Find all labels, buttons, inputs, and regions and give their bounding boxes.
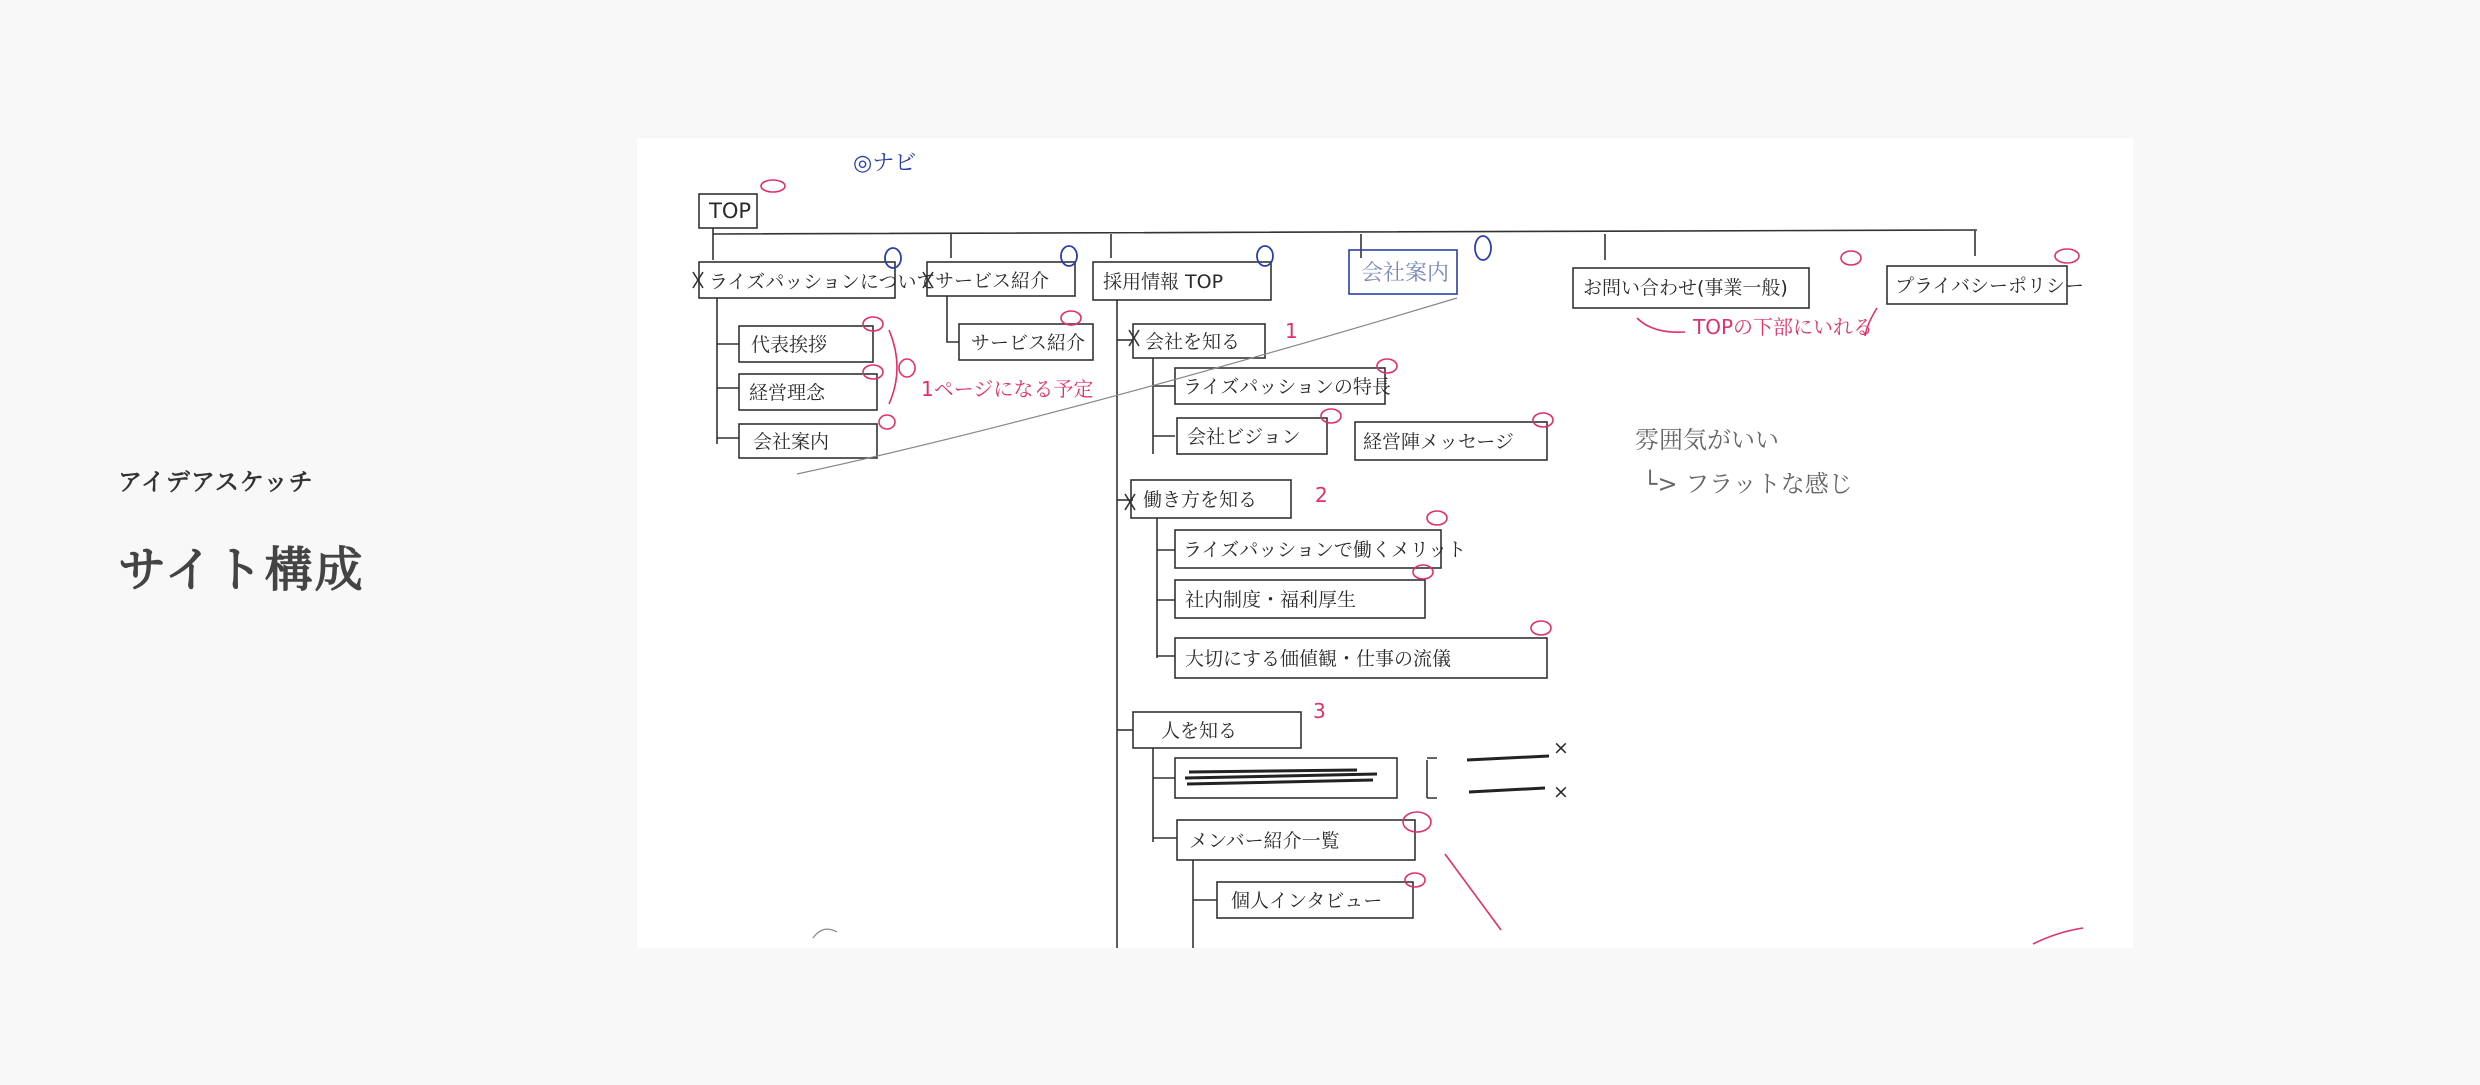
x-mark [693,272,703,288]
about-child-1-label: 代表挨拶 [751,334,828,356]
recruit-s3-child-2-label: 個人インタビュー [1231,890,1383,912]
check-mark [1841,251,1861,265]
top-label: TOP [709,199,752,223]
recruit-s1-child-2-label: 会社ビジョン [1187,426,1301,448]
recruit-section-2-label: 働き方を知る [1143,489,1258,511]
check-mark [1061,311,1081,325]
recruit-section-1-label: 会社を知る [1145,331,1241,353]
stray-mark [813,929,837,938]
check-mark [2055,249,2079,263]
service-label: サービス紹介 [935,270,1050,292]
sketch-image [637,138,2133,948]
recruit-s2-child-3-label: 大切にする価値観・仕事の流儀 [1185,648,1452,670]
check-mark [879,415,895,429]
eyebrow-label: アイデアスケッチ [118,468,314,496]
nav-label: ◎ナビ [853,151,917,176]
check-mark [1531,621,1551,635]
strikethrough-scribble [1467,756,1549,792]
section-1-tree [1153,358,1175,454]
style-note-2: └> フラットな感じ [1643,470,1853,498]
recruit-section-3-label: 人を知る [1161,720,1238,742]
company-info-label: 会社案内 [1361,261,1450,286]
privacy-label: プライバシーポリシー [1895,275,2085,297]
contact-label: お問い合わせ(事業一般) [1583,277,1788,299]
section-number-1: 1 [1285,319,1298,343]
check-mark [899,359,915,377]
x-mark [1125,494,1135,510]
connector [1427,758,1437,798]
footer-note: TOPの下部にいれる [1693,315,1874,339]
recruit-s2-child-1-label: ライズパッションで働くメリット [1183,539,1467,561]
nav-check-company-info [1475,236,1491,260]
about-label: ライズパッションについて [709,271,936,293]
x-mark: × [1553,737,1569,759]
about-child-3-label: 会社案内 [753,431,830,453]
service-tree [947,296,959,342]
recruit-s3-child-1-label: メンバー紹介一覧 [1189,830,1340,852]
check-mark [863,365,883,379]
about-child-2-label: 経営理念 [749,382,826,404]
nav-check-service [1061,246,1077,266]
section-3-tree [1153,748,1177,842]
check-mark [1533,413,1553,427]
check-mark [1377,359,1397,373]
check-mark [1413,565,1433,579]
check-mark [761,180,785,192]
bracket [889,330,897,404]
section-number-3: 3 [1313,699,1326,723]
one-page-note: 1ページになる予定 [921,377,1094,401]
recruit-s2-child-2-label: 社内制度・福利厚生 [1185,589,1357,611]
arrow [1445,854,1501,930]
recruit-label: 採用情報 TOP [1103,271,1224,293]
page-title: サイト構成 [118,542,365,598]
nav-check-about [885,248,901,268]
check-mark [1405,873,1425,887]
about-tree [717,298,739,444]
style-note-1: 雰囲気がいい [1635,426,1779,454]
site-map-sketch [637,138,2133,948]
stray-mark [2033,928,2083,944]
x-mark [1129,330,1139,346]
service-child-1-label: サービス紹介 [971,332,1086,354]
recruit-s1-child-1-label: ライズパッションの特長 [1183,376,1391,398]
main-connector [713,228,1977,260]
recruit-s1-child-3-label: 経営陣メッセージ [1363,431,1514,453]
s3-sub-tree [1193,860,1217,948]
heading-block [118,462,365,600]
section-2-tree [1157,518,1175,658]
check-mark [1427,511,1447,525]
nav-check-recruit [1257,246,1273,266]
x-mark: × [1553,781,1569,803]
section-number-2: 2 [1315,483,1328,507]
strikethrough-scribble [1185,770,1377,784]
check-mark [1321,409,1341,423]
check-mark [1403,812,1431,832]
